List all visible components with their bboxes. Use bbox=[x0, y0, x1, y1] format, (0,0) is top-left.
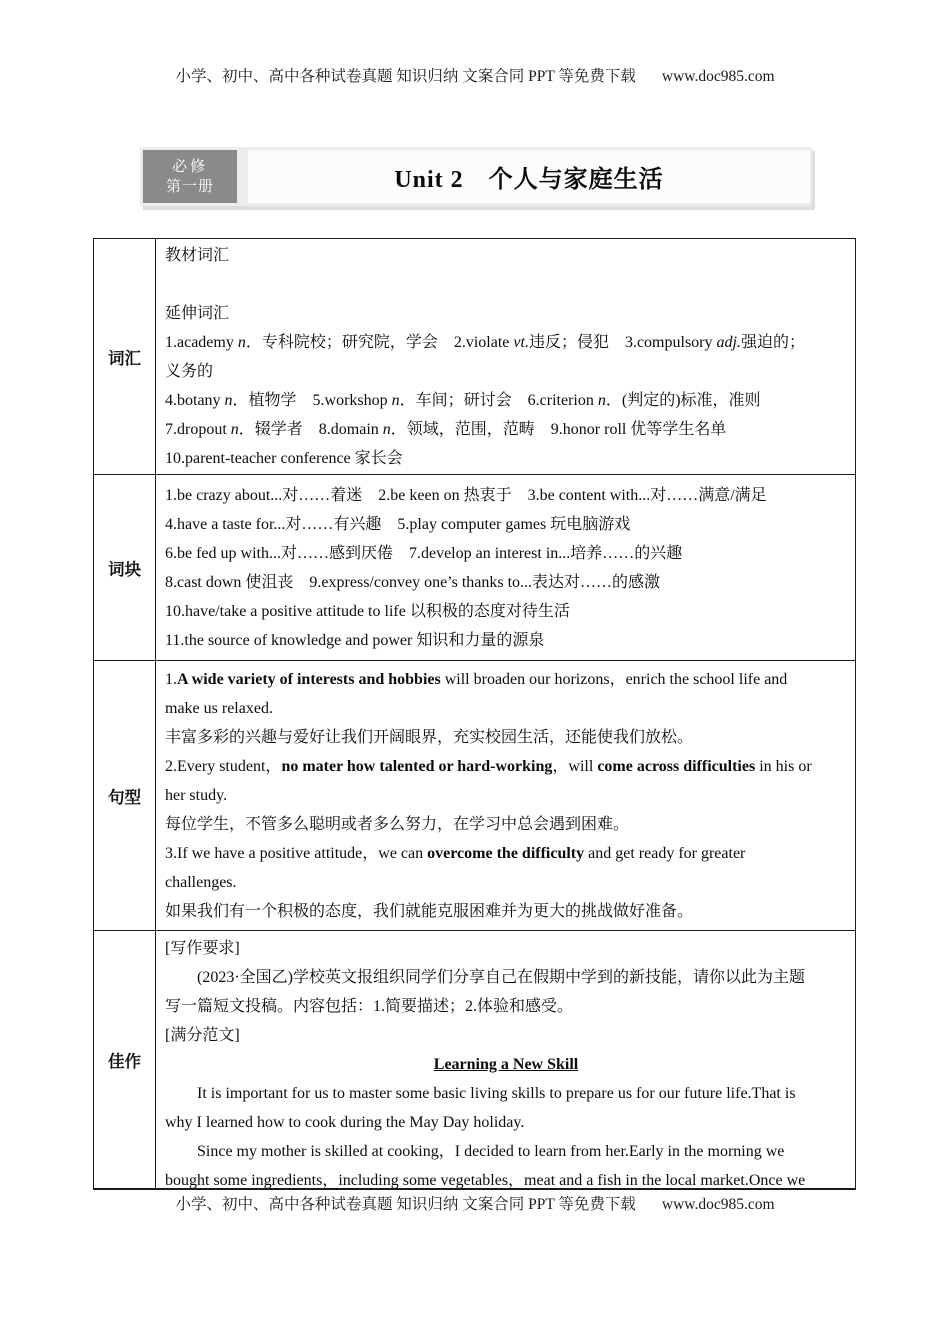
row-label: 句型 bbox=[94, 661, 156, 930]
text-segment: 10.parent-teacher conference 家长会 bbox=[165, 450, 403, 467]
text-line bbox=[165, 839, 847, 868]
row-label: 佳作 bbox=[94, 931, 156, 1188]
text-segment: 违反；侵犯 3.compulsory bbox=[528, 334, 717, 351]
text-segment: 4.botany bbox=[165, 392, 225, 409]
text-segment: ，will bbox=[552, 758, 598, 775]
row-content bbox=[156, 475, 855, 660]
page-footer bbox=[0, 1192, 950, 1214]
text-segment: 10.have/take a positive attitude to life 以积极的态度对待生活 bbox=[165, 603, 570, 620]
text-segment: 7.dropout bbox=[165, 421, 231, 438]
table-row bbox=[94, 475, 855, 661]
text-segment: Since my mother is skilled at cooking，I decided to learn from her.Early in the morning we bbox=[165, 1143, 785, 1160]
row-content bbox=[156, 661, 855, 930]
row-content bbox=[156, 931, 855, 1188]
text-line bbox=[165, 539, 847, 568]
text-line bbox=[165, 241, 847, 270]
text-segment: n bbox=[382, 421, 391, 438]
unit-title-box bbox=[248, 150, 810, 203]
text-segment: will broaden our horizons，enrich the school life and bbox=[440, 671, 788, 688]
text-line bbox=[165, 934, 847, 963]
header-url: www.doc985.com bbox=[661, 68, 775, 85]
text-line bbox=[165, 1108, 847, 1137]
text-segment: why I learned how to cook during the May Day holiday. bbox=[165, 1114, 525, 1131]
text-line bbox=[165, 1050, 847, 1079]
row-label: 词汇 bbox=[94, 239, 156, 474]
text-segment: n bbox=[224, 392, 233, 409]
text-segment: [满分范文] bbox=[165, 1027, 240, 1044]
text-line bbox=[165, 510, 847, 539]
text-segment: ．(判定的)标准，准则 bbox=[605, 392, 761, 409]
text-segment: make us relaxed. bbox=[165, 700, 273, 717]
text-line bbox=[165, 568, 847, 597]
text-segment: 3.If we have a positive attitude，we can bbox=[165, 845, 428, 862]
text-segment: (2023·全国乙)学校英文报组织同学们分享自己在假期中学到的新技能，请你以此为主题 bbox=[165, 969, 805, 986]
text-segment: 丰富多彩的兴趣与爱好让我们开阔眼界，充实校园生活，还能使我们放松。 bbox=[165, 729, 694, 746]
text-segment: [写作要求] bbox=[165, 940, 240, 957]
table-row bbox=[94, 661, 855, 931]
text-line bbox=[165, 1166, 847, 1188]
badge-line2: 第一册 bbox=[165, 177, 214, 195]
text-segment: 4.have a taste for...对……有兴趣 5.play computer games 玩电脑游戏 bbox=[165, 516, 631, 533]
row-label: 词块 bbox=[94, 475, 156, 660]
text-segment: 1.academy bbox=[165, 334, 238, 351]
text-segment: 写一篇短文投稿。内容包括：1.简要描述；2.体验和感受。 bbox=[165, 998, 574, 1015]
text-line bbox=[165, 665, 847, 694]
text-segment: ．专科院校；研究院，学会 2.violate bbox=[245, 334, 514, 351]
text-segment: 1.be crazy about...对……着迷 2.be keen on 热衷于 3.be content with...对……满意/满足 bbox=[165, 487, 767, 504]
text-line bbox=[165, 328, 847, 357]
text-line bbox=[165, 752, 847, 781]
text-segment: ．植物学 5.workshop bbox=[232, 392, 392, 409]
text-line bbox=[165, 299, 847, 328]
text-segment: 2.Every student， bbox=[165, 758, 282, 775]
text-segment: A wide variety of interests and hobbies bbox=[177, 671, 441, 688]
text-segment: ．辍学者 8.domain bbox=[238, 421, 383, 438]
text-segment: 强迫的； bbox=[740, 334, 805, 351]
text-line bbox=[165, 481, 847, 510]
text-segment: bought some ingredients，including some vegetables，meat and a fish in the local market.Once we bbox=[165, 1172, 806, 1188]
unit-title: Unit 2 个人与家庭生活 bbox=[394, 167, 664, 193]
text-line bbox=[165, 415, 847, 444]
table-row bbox=[94, 931, 855, 1188]
text-segment: 6.be fed up with...对……感到厌倦 7.develop an interest in...培养……的兴趣 bbox=[165, 545, 683, 562]
text-segment: 1. bbox=[165, 671, 177, 688]
text-segment: vt. bbox=[513, 334, 529, 351]
text-segment: n bbox=[391, 392, 400, 409]
header-text: 小学、初中、高中各种试卷真题 知识归纳 文案合同 PPT 等免费下载 bbox=[175, 68, 636, 85]
text-segment: 如果我们有一个积极的态度，我们就能克服困难并为更大的挑战做好准备。 bbox=[165, 903, 694, 920]
text-segment: 义务的 bbox=[165, 363, 214, 380]
edition-badge bbox=[143, 150, 237, 203]
text-segment: It is important for us to master some basic living skills to prepare us for our future life.That is bbox=[165, 1085, 796, 1102]
text-segment: challenges. bbox=[165, 874, 237, 891]
text-segment: come across difficulties bbox=[597, 758, 756, 775]
unit-banner bbox=[140, 147, 812, 206]
text-line bbox=[165, 992, 847, 1021]
text-line bbox=[165, 270, 847, 299]
study-table bbox=[93, 238, 856, 1190]
text-segment: 每位学生，不管多么聪明或者多么努力，在学习中总会遇到困难。 bbox=[165, 816, 630, 833]
text-line bbox=[165, 810, 847, 839]
text-line bbox=[165, 781, 847, 810]
text-segment: in his or bbox=[755, 758, 812, 775]
text-line bbox=[165, 868, 847, 897]
text-line bbox=[165, 723, 847, 752]
text-segment: no mater how talented or hard-working bbox=[281, 758, 553, 775]
text-line bbox=[165, 1079, 847, 1108]
text-segment: ．车间；研讨会 6.criterion bbox=[399, 392, 598, 409]
text-segment: 11.the source of knowledge and power 知识和力量的源泉 bbox=[165, 632, 545, 649]
text-line bbox=[165, 1021, 847, 1050]
text-segment: and get ready for greater bbox=[584, 845, 746, 862]
text-line bbox=[165, 897, 847, 926]
text-line bbox=[165, 386, 847, 415]
text-line bbox=[165, 626, 847, 655]
text-line bbox=[165, 963, 847, 992]
text-segment: n bbox=[237, 334, 246, 351]
badge-line1: 必修 bbox=[171, 157, 208, 175]
text-segment: overcome the difficulty bbox=[427, 845, 585, 862]
text-segment: n bbox=[230, 421, 239, 438]
footer-url: www.doc985.com bbox=[661, 1196, 775, 1213]
table-row bbox=[94, 239, 855, 475]
text-line bbox=[165, 357, 847, 386]
text-line bbox=[165, 694, 847, 723]
text-line bbox=[165, 444, 847, 473]
row-content bbox=[156, 239, 855, 474]
footer-text: 小学、初中、高中各种试卷真题 知识归纳 文案合同 PPT 等免费下载 bbox=[175, 1196, 636, 1213]
text-segment: Learning a New Skill bbox=[433, 1056, 579, 1073]
text-segment: adj. bbox=[716, 334, 741, 351]
text-line bbox=[165, 597, 847, 626]
text-segment: n bbox=[597, 392, 606, 409]
text-segment: 延伸词汇 bbox=[165, 305, 230, 322]
text-segment: 教材词汇 bbox=[165, 247, 230, 264]
text-segment: 8.cast down 使沮丧 9.express/convey one’s thanks to...表达对……的感激 bbox=[165, 574, 661, 591]
text-segment: ．领域，范围，范畴 9.honor roll 优等学生名单 bbox=[390, 421, 727, 438]
page-header bbox=[0, 64, 950, 86]
text-segment: her study. bbox=[165, 787, 228, 804]
text-line bbox=[165, 1137, 847, 1166]
